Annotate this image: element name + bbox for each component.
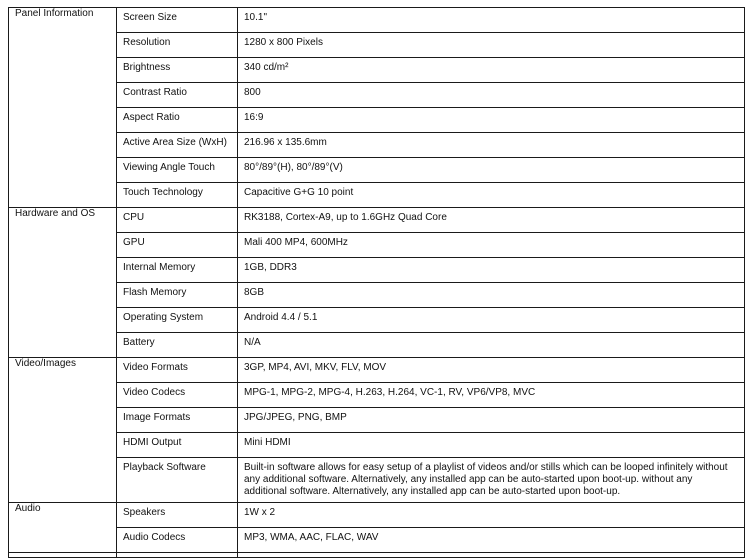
row-label: Brightness bbox=[117, 58, 238, 83]
row-label: Resolution bbox=[117, 33, 238, 58]
table-row-cutoff bbox=[9, 553, 745, 558]
table-row bbox=[9, 383, 745, 408]
row-label: Screen Size bbox=[117, 8, 238, 33]
table-row bbox=[9, 408, 745, 433]
section-audio: Audio bbox=[9, 503, 117, 553]
table-row bbox=[9, 83, 745, 108]
row-value: 10.1" bbox=[238, 8, 745, 33]
row-label: Touch Technology bbox=[117, 183, 238, 208]
row-value: RK3188, Cortex-A9, up to 1.6GHz Quad Core bbox=[238, 208, 745, 233]
row-value: 1W x 2 bbox=[238, 503, 745, 528]
row-value: Capacitive G+G 10 point bbox=[238, 183, 745, 208]
row-label: Internal Memory bbox=[117, 258, 238, 283]
table-row bbox=[9, 333, 745, 358]
table-row bbox=[9, 283, 745, 308]
section-video-images: Video/Images bbox=[9, 358, 117, 503]
row-label: Aspect Ratio bbox=[117, 108, 238, 133]
row-label: Flash Memory bbox=[117, 283, 238, 308]
row-label: Image Formats bbox=[117, 408, 238, 433]
row-value: 16:9 bbox=[238, 108, 745, 133]
row-value: Android 4.4 / 5.1 bbox=[238, 308, 745, 333]
row-value: 3GP, MP4, AVI, MKV, FLV, MOV bbox=[238, 358, 745, 383]
row-label: Speakers bbox=[117, 503, 238, 528]
row-value: 340 cd/m² bbox=[238, 58, 745, 83]
row-label: Battery bbox=[117, 333, 238, 358]
row-label: Active Area Size (WxH) bbox=[117, 133, 238, 158]
section-panel-information: Panel Information bbox=[9, 8, 117, 208]
row-label: HDMI Output bbox=[117, 433, 238, 458]
table-row bbox=[9, 158, 745, 183]
row-value: N/A bbox=[238, 333, 745, 358]
row-label: Video Codecs bbox=[117, 383, 238, 408]
table-row bbox=[9, 108, 745, 133]
row-label: Audio Codecs bbox=[117, 528, 238, 553]
row-value: Built-in software allows for easy setup of a playlist of videos and/or stills which can be looped infinitely without any additional software. Alternatively, any installed app can be auto-started upon boot-up. without any additional software. Alternatively, any installed app can be auto-started upon boot-up. bbox=[238, 458, 745, 503]
row-value: Mali 400 MP4, 600MHz bbox=[238, 233, 745, 258]
cell-empty bbox=[9, 553, 117, 558]
table-row bbox=[9, 8, 745, 33]
table-row bbox=[9, 308, 745, 333]
table-row bbox=[9, 433, 745, 458]
table-row bbox=[9, 233, 745, 258]
row-value: MPG-1, MPG-2, MPG-4, H.263, H.264, VC-1, RV, VP6/VP8, MVC bbox=[238, 383, 745, 408]
row-label: Operating System bbox=[117, 308, 238, 333]
row-value: JPG/JPEG, PNG, BMP bbox=[238, 408, 745, 433]
table-row bbox=[9, 183, 745, 208]
row-value: Mini HDMI bbox=[238, 433, 745, 458]
section-hardware-and-os: Hardware and OS bbox=[9, 208, 117, 358]
row-label: Video Formats bbox=[117, 358, 238, 383]
row-label: Playback Software bbox=[117, 458, 238, 503]
row-value: 1GB, DDR3 bbox=[238, 258, 745, 283]
row-value: MP3, WMA, AAC, FLAC, WAV bbox=[238, 528, 745, 553]
table-row bbox=[9, 33, 745, 58]
row-label: CPU bbox=[117, 208, 238, 233]
table-row bbox=[9, 258, 745, 283]
row-label: Viewing Angle Touch bbox=[117, 158, 238, 183]
cell-empty bbox=[117, 553, 238, 558]
table-row bbox=[9, 208, 745, 233]
cell-empty bbox=[238, 553, 745, 558]
row-value: 216.96 x 135.6mm bbox=[238, 133, 745, 158]
row-label: Contrast Ratio bbox=[117, 83, 238, 108]
row-value: 8GB bbox=[238, 283, 745, 308]
row-label: GPU bbox=[117, 233, 238, 258]
table-row bbox=[9, 133, 745, 158]
table-row bbox=[9, 458, 745, 503]
table-row bbox=[9, 358, 745, 383]
row-value: 1280 x 800 Pixels bbox=[238, 33, 745, 58]
row-value: 80°/89°(H), 80°/89°(V) bbox=[238, 158, 745, 183]
table-row bbox=[9, 503, 745, 528]
table-row bbox=[9, 58, 745, 83]
table-row bbox=[9, 528, 745, 553]
row-value: 800 bbox=[238, 83, 745, 108]
spec-table bbox=[8, 7, 745, 558]
